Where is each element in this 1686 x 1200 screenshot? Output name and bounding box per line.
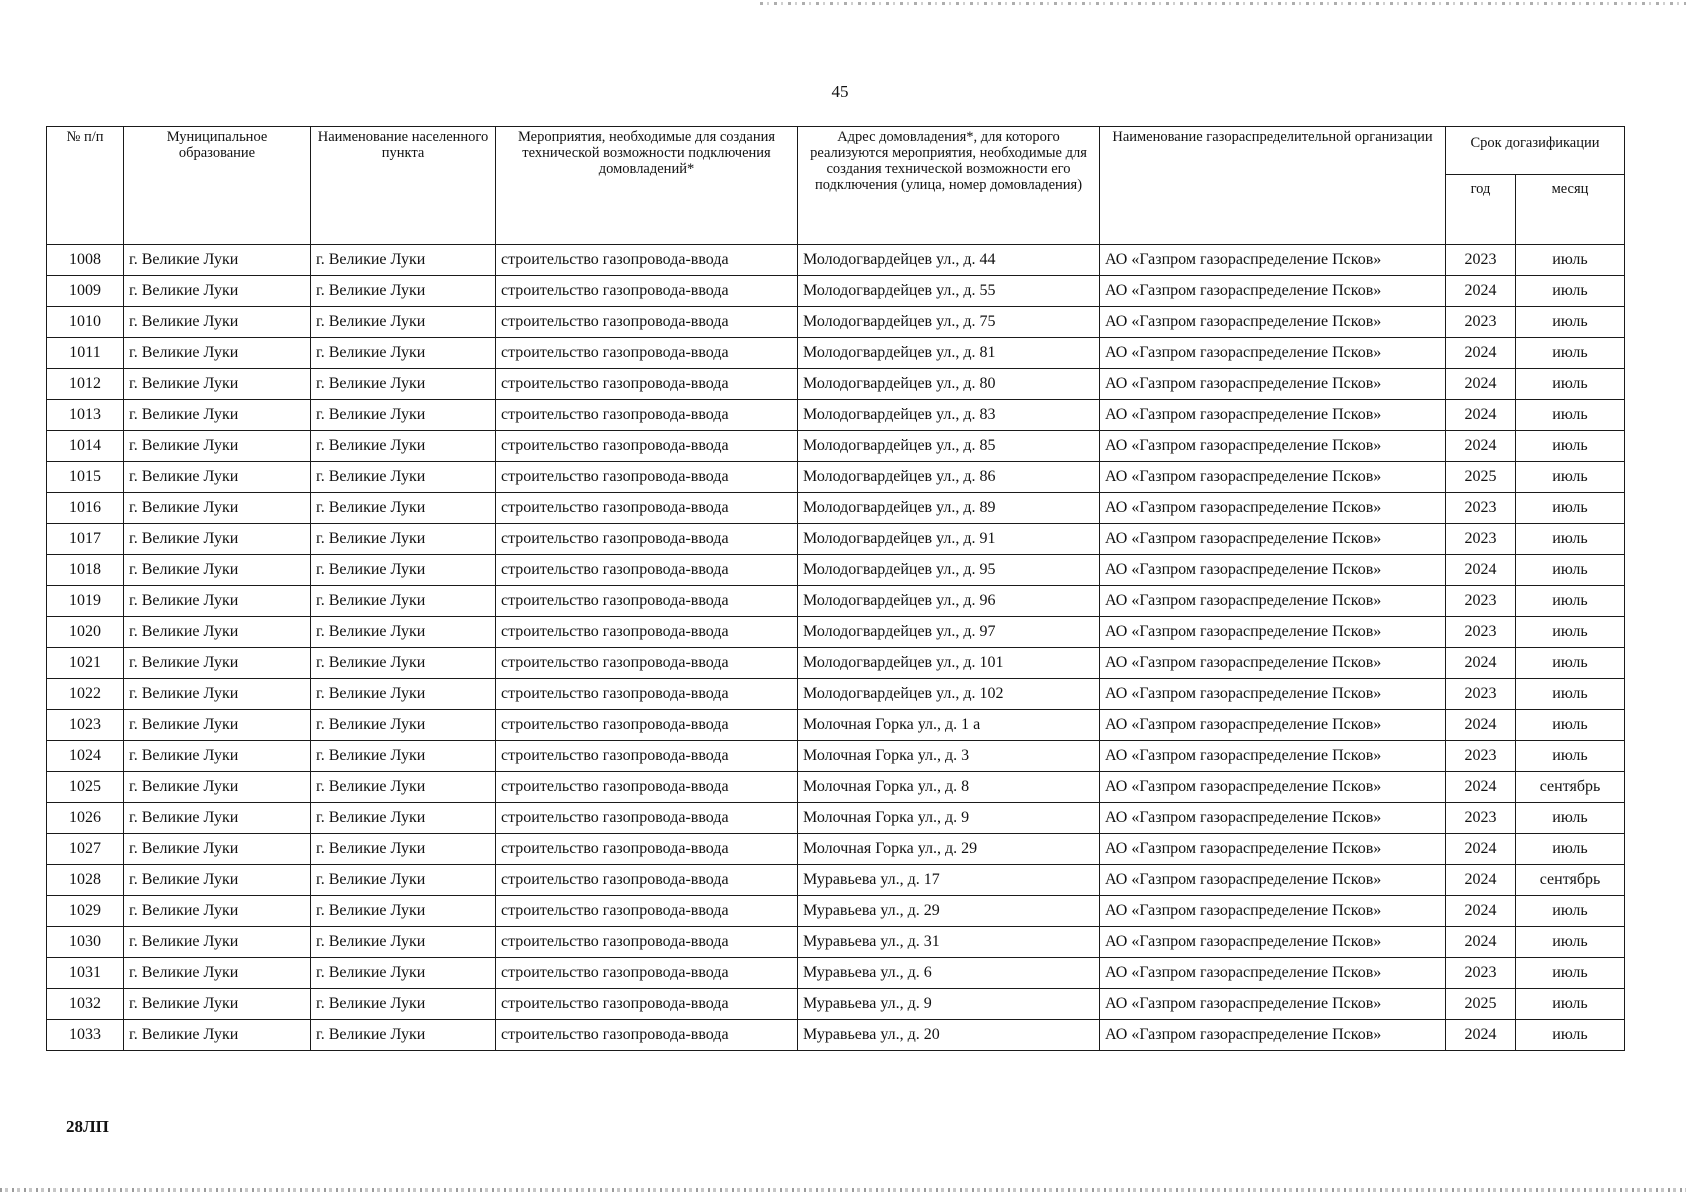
cell-settlement: г. Великие Луки bbox=[311, 958, 496, 989]
cell-measure: строительство газопровода-ввода bbox=[496, 958, 798, 989]
cell-num: 1013 bbox=[47, 400, 124, 431]
cell-measure: строительство газопровода-ввода bbox=[496, 617, 798, 648]
cell-measure: строительство газопровода-ввода bbox=[496, 431, 798, 462]
cell-num: 1031 bbox=[47, 958, 124, 989]
cell-settlement: г. Великие Луки bbox=[311, 276, 496, 307]
cell-settlement: г. Великие Луки bbox=[311, 927, 496, 958]
cell-organization: АО «Газпром газораспределение Псков» bbox=[1100, 803, 1446, 834]
table-row bbox=[47, 772, 1625, 803]
cell-month: июль bbox=[1516, 586, 1625, 617]
cell-month: июль bbox=[1516, 958, 1625, 989]
cell-municipality: г. Великие Луки bbox=[124, 1020, 311, 1051]
table-row bbox=[47, 710, 1625, 741]
header-measures: Мероприятия, необходимые для создания технической возможности подключения домовладений* bbox=[496, 127, 798, 245]
cell-settlement: г. Великие Луки bbox=[311, 741, 496, 772]
cell-address: Молочная Горка ул., д. 29 bbox=[798, 834, 1100, 865]
cell-num: 1032 bbox=[47, 989, 124, 1020]
cell-municipality: г. Великие Луки bbox=[124, 648, 311, 679]
cell-municipality: г. Великие Луки bbox=[124, 400, 311, 431]
cell-num: 1010 bbox=[47, 307, 124, 338]
table-row bbox=[47, 493, 1625, 524]
cell-address: Молочная Горка ул., д. 3 bbox=[798, 741, 1100, 772]
cell-address: Молодогвардейцев ул., д. 101 bbox=[798, 648, 1100, 679]
cell-month: июль bbox=[1516, 989, 1625, 1020]
cell-organization: АО «Газпром газораспределение Псков» bbox=[1100, 834, 1446, 865]
cell-num: 1030 bbox=[47, 927, 124, 958]
cell-year: 2024 bbox=[1446, 834, 1516, 865]
cell-year: 2024 bbox=[1446, 865, 1516, 896]
cell-measure: строительство газопровода-ввода bbox=[496, 245, 798, 276]
cell-num: 1012 bbox=[47, 369, 124, 400]
cell-month: июль bbox=[1516, 803, 1625, 834]
cell-num: 1029 bbox=[47, 896, 124, 927]
cell-measure: строительство газопровода-ввода bbox=[496, 803, 798, 834]
table-row bbox=[47, 1020, 1625, 1051]
cell-settlement: г. Великие Луки bbox=[311, 369, 496, 400]
cell-num: 1022 bbox=[47, 679, 124, 710]
cell-measure: строительство газопровода-ввода bbox=[496, 679, 798, 710]
table-row bbox=[47, 803, 1625, 834]
cell-month: июль bbox=[1516, 524, 1625, 555]
cell-num: 1011 bbox=[47, 338, 124, 369]
header-organization: Наименование газораспределительной организации bbox=[1100, 127, 1446, 245]
cell-organization: АО «Газпром газораспределение Псков» bbox=[1100, 617, 1446, 648]
cell-organization: АО «Газпром газораспределение Псков» bbox=[1100, 586, 1446, 617]
cell-address: Муравьева ул., д. 6 bbox=[798, 958, 1100, 989]
cell-num: 1025 bbox=[47, 772, 124, 803]
cell-month: июль bbox=[1516, 276, 1625, 307]
table-row bbox=[47, 369, 1625, 400]
cell-num: 1015 bbox=[47, 462, 124, 493]
cell-organization: АО «Газпром газораспределение Псков» bbox=[1100, 710, 1446, 741]
cell-year: 2023 bbox=[1446, 307, 1516, 338]
cell-year: 2025 bbox=[1446, 989, 1516, 1020]
cell-municipality: г. Великие Луки bbox=[124, 524, 311, 555]
cell-settlement: г. Великие Луки bbox=[311, 772, 496, 803]
cell-organization: АО «Газпром газораспределение Псков» bbox=[1100, 772, 1446, 803]
cell-address: Муравьева ул., д. 31 bbox=[798, 927, 1100, 958]
cell-settlement: г. Великие Луки bbox=[311, 865, 496, 896]
cell-municipality: г. Великие Луки bbox=[124, 307, 311, 338]
cell-municipality: г. Великие Луки bbox=[124, 431, 311, 462]
cell-address: Молодогвардейцев ул., д. 102 bbox=[798, 679, 1100, 710]
table-row bbox=[47, 400, 1625, 431]
cell-organization: АО «Газпром газораспределение Псков» bbox=[1100, 679, 1446, 710]
cell-organization: АО «Газпром газораспределение Псков» bbox=[1100, 307, 1446, 338]
cell-measure: строительство газопровода-ввода bbox=[496, 276, 798, 307]
cell-year: 2024 bbox=[1446, 555, 1516, 586]
cell-address: Молодогвардейцев ул., д. 55 bbox=[798, 276, 1100, 307]
table-body bbox=[47, 245, 1625, 1051]
cell-organization: АО «Газпром газораспределение Псков» bbox=[1100, 493, 1446, 524]
document-code: 28ЛП bbox=[66, 1117, 109, 1136]
cell-organization: АО «Газпром газораспределение Псков» bbox=[1100, 648, 1446, 679]
cell-month: июль bbox=[1516, 927, 1625, 958]
cell-year: 2023 bbox=[1446, 803, 1516, 834]
cell-settlement: г. Великие Луки bbox=[311, 400, 496, 431]
header-deadline: Срок догазификации bbox=[1446, 127, 1625, 175]
cell-address: Молодогвардейцев ул., д. 95 bbox=[798, 555, 1100, 586]
cell-address: Молодогвардейцев ул., д. 80 bbox=[798, 369, 1100, 400]
cell-municipality: г. Великие Луки bbox=[124, 834, 311, 865]
cell-measure: строительство газопровода-ввода bbox=[496, 307, 798, 338]
cell-settlement: г. Великие Луки bbox=[311, 989, 496, 1020]
cell-settlement: г. Великие Луки bbox=[311, 617, 496, 648]
cell-municipality: г. Великие Луки bbox=[124, 927, 311, 958]
cell-measure: строительство газопровода-ввода bbox=[496, 741, 798, 772]
header-month: месяц bbox=[1516, 175, 1625, 245]
cell-address: Молодогвардейцев ул., д. 85 bbox=[798, 431, 1100, 462]
cell-num: 1018 bbox=[47, 555, 124, 586]
cell-measure: строительство газопровода-ввода bbox=[496, 555, 798, 586]
cell-address: Молодогвардейцев ул., д. 81 bbox=[798, 338, 1100, 369]
cell-municipality: г. Великие Луки bbox=[124, 741, 311, 772]
cell-settlement: г. Великие Луки bbox=[311, 462, 496, 493]
cell-settlement: г. Великие Луки bbox=[311, 803, 496, 834]
cell-month: июль bbox=[1516, 369, 1625, 400]
cell-organization: АО «Газпром газораспределение Псков» bbox=[1100, 741, 1446, 772]
table-row bbox=[47, 586, 1625, 617]
table-row bbox=[47, 865, 1625, 896]
cell-measure: строительство газопровода-ввода bbox=[496, 989, 798, 1020]
cell-month: июль bbox=[1516, 307, 1625, 338]
cell-address: Молодогвардейцев ул., д. 83 bbox=[798, 400, 1100, 431]
cell-measure: строительство газопровода-ввода bbox=[496, 834, 798, 865]
scan-artifact-bottom bbox=[0, 1188, 1686, 1192]
header-num: № п/п bbox=[47, 127, 124, 245]
cell-municipality: г. Великие Луки bbox=[124, 803, 311, 834]
cell-month: июль bbox=[1516, 338, 1625, 369]
cell-organization: АО «Газпром газораспределение Псков» bbox=[1100, 865, 1446, 896]
cell-organization: АО «Газпром газораспределение Псков» bbox=[1100, 369, 1446, 400]
table-row bbox=[47, 245, 1625, 276]
cell-municipality: г. Великие Луки bbox=[124, 245, 311, 276]
cell-month: июль bbox=[1516, 741, 1625, 772]
cell-organization: АО «Газпром газораспределение Псков» bbox=[1100, 338, 1446, 369]
cell-measure: строительство газопровода-ввода bbox=[496, 896, 798, 927]
cell-measure: строительство газопровода-ввода bbox=[496, 338, 798, 369]
cell-measure: строительство газопровода-ввода bbox=[496, 462, 798, 493]
cell-month: июль bbox=[1516, 400, 1625, 431]
cell-num: 1021 bbox=[47, 648, 124, 679]
cell-organization: АО «Газпром газораспределение Псков» bbox=[1100, 276, 1446, 307]
cell-address: Молочная Горка ул., д. 1 а bbox=[798, 710, 1100, 741]
cell-month: июль bbox=[1516, 896, 1625, 927]
cell-num: 1033 bbox=[47, 1020, 124, 1051]
cell-settlement: г. Великие Луки bbox=[311, 524, 496, 555]
table-row bbox=[47, 989, 1625, 1020]
cell-organization: АО «Газпром газораспределение Псков» bbox=[1100, 555, 1446, 586]
cell-year: 2025 bbox=[1446, 462, 1516, 493]
table-row bbox=[47, 524, 1625, 555]
table-row bbox=[47, 431, 1625, 462]
header-settlement: Наименование населенного пункта bbox=[311, 127, 496, 245]
cell-address: Молодогвардейцев ул., д. 96 bbox=[798, 586, 1100, 617]
cell-num: 1027 bbox=[47, 834, 124, 865]
cell-organization: АО «Газпром газораспределение Псков» bbox=[1100, 927, 1446, 958]
cell-address: Молодогвардейцев ул., д. 86 bbox=[798, 462, 1100, 493]
cell-organization: АО «Газпром газораспределение Псков» bbox=[1100, 245, 1446, 276]
cell-settlement: г. Великие Луки bbox=[311, 710, 496, 741]
cell-settlement: г. Великие Луки bbox=[311, 834, 496, 865]
cell-organization: АО «Газпром газораспределение Псков» bbox=[1100, 896, 1446, 927]
table-row bbox=[47, 648, 1625, 679]
cell-num: 1009 bbox=[47, 276, 124, 307]
cell-measure: строительство газопровода-ввода bbox=[496, 927, 798, 958]
cell-municipality: г. Великие Луки bbox=[124, 989, 311, 1020]
cell-measure: строительство газопровода-ввода bbox=[496, 772, 798, 803]
cell-num: 1016 bbox=[47, 493, 124, 524]
table-row bbox=[47, 679, 1625, 710]
cell-year: 2023 bbox=[1446, 679, 1516, 710]
cell-year: 2023 bbox=[1446, 524, 1516, 555]
table-row bbox=[47, 555, 1625, 586]
table-row bbox=[47, 927, 1625, 958]
cell-measure: строительство газопровода-ввода bbox=[496, 493, 798, 524]
cell-num: 1024 bbox=[47, 741, 124, 772]
cell-address: Молочная Горка ул., д. 8 bbox=[798, 772, 1100, 803]
cell-address: Молодогвардейцев ул., д. 75 bbox=[798, 307, 1100, 338]
cell-month: июль bbox=[1516, 245, 1625, 276]
cell-measure: строительство газопровода-ввода bbox=[496, 524, 798, 555]
cell-month: июль bbox=[1516, 1020, 1625, 1051]
cell-organization: АО «Газпром газораспределение Псков» bbox=[1100, 431, 1446, 462]
cell-year: 2024 bbox=[1446, 710, 1516, 741]
table-row bbox=[47, 834, 1625, 865]
cell-measure: строительство газопровода-ввода bbox=[496, 369, 798, 400]
cell-organization: АО «Газпром газораспределение Псков» bbox=[1100, 400, 1446, 431]
cell-municipality: г. Великие Луки bbox=[124, 865, 311, 896]
cell-year: 2024 bbox=[1446, 338, 1516, 369]
cell-address: Муравьева ул., д. 29 bbox=[798, 896, 1100, 927]
cell-year: 2023 bbox=[1446, 586, 1516, 617]
table-row bbox=[47, 338, 1625, 369]
cell-measure: строительство газопровода-ввода bbox=[496, 586, 798, 617]
cell-address: Молодогвардейцев ул., д. 44 bbox=[798, 245, 1100, 276]
table-row bbox=[47, 617, 1625, 648]
cell-municipality: г. Великие Луки bbox=[124, 958, 311, 989]
cell-municipality: г. Великие Луки bbox=[124, 555, 311, 586]
cell-year: 2023 bbox=[1446, 958, 1516, 989]
cell-year: 2024 bbox=[1446, 431, 1516, 462]
cell-num: 1026 bbox=[47, 803, 124, 834]
cell-settlement: г. Великие Луки bbox=[311, 245, 496, 276]
cell-month: июль bbox=[1516, 555, 1625, 586]
table-row bbox=[47, 462, 1625, 493]
cell-month: июль bbox=[1516, 648, 1625, 679]
cell-address: Молодогвардейцев ул., д. 97 bbox=[798, 617, 1100, 648]
cell-num: 1023 bbox=[47, 710, 124, 741]
cell-organization: АО «Газпром газораспределение Псков» bbox=[1100, 989, 1446, 1020]
cell-settlement: г. Великие Луки bbox=[311, 1020, 496, 1051]
cell-year: 2024 bbox=[1446, 896, 1516, 927]
cell-num: 1028 bbox=[47, 865, 124, 896]
cell-settlement: г. Великие Луки bbox=[311, 431, 496, 462]
cell-settlement: г. Великие Луки bbox=[311, 555, 496, 586]
cell-address: Молочная Горка ул., д. 9 bbox=[798, 803, 1100, 834]
cell-municipality: г. Великие Луки bbox=[124, 462, 311, 493]
cell-month: июль bbox=[1516, 617, 1625, 648]
cell-settlement: г. Великие Луки bbox=[311, 648, 496, 679]
header-municipality: Муниципальное образование bbox=[124, 127, 311, 245]
cell-address: Муравьева ул., д. 17 bbox=[798, 865, 1100, 896]
cell-municipality: г. Великие Луки bbox=[124, 493, 311, 524]
gasification-table bbox=[46, 126, 1625, 1051]
cell-municipality: г. Великие Луки bbox=[124, 679, 311, 710]
header-year: год bbox=[1446, 175, 1516, 245]
cell-address: Молодогвардейцев ул., д. 89 bbox=[798, 493, 1100, 524]
cell-year: 2024 bbox=[1446, 369, 1516, 400]
cell-address: Муравьева ул., д. 20 bbox=[798, 1020, 1100, 1051]
cell-month: июль bbox=[1516, 679, 1625, 710]
cell-num: 1020 bbox=[47, 617, 124, 648]
table-row bbox=[47, 896, 1625, 927]
cell-municipality: г. Великие Луки bbox=[124, 276, 311, 307]
cell-year: 2023 bbox=[1446, 617, 1516, 648]
cell-settlement: г. Великие Луки bbox=[311, 586, 496, 617]
page-number: 45 bbox=[831, 82, 849, 101]
cell-month: сентябрь bbox=[1516, 772, 1625, 803]
cell-num: 1008 bbox=[47, 245, 124, 276]
cell-measure: строительство газопровода-ввода bbox=[496, 865, 798, 896]
cell-year: 2024 bbox=[1446, 276, 1516, 307]
cell-year: 2023 bbox=[1446, 245, 1516, 276]
cell-month: июль bbox=[1516, 493, 1625, 524]
cell-municipality: г. Великие Луки bbox=[124, 617, 311, 648]
cell-year: 2024 bbox=[1446, 648, 1516, 679]
cell-organization: АО «Газпром газораспределение Псков» bbox=[1100, 524, 1446, 555]
cell-settlement: г. Великие Луки bbox=[311, 896, 496, 927]
cell-month: сентябрь bbox=[1516, 865, 1625, 896]
cell-month: июль bbox=[1516, 462, 1625, 493]
cell-month: июль bbox=[1516, 710, 1625, 741]
cell-year: 2023 bbox=[1446, 741, 1516, 772]
table-row bbox=[47, 307, 1625, 338]
cell-organization: АО «Газпром газораспределение Псков» bbox=[1100, 462, 1446, 493]
cell-address: Молодогвардейцев ул., д. 91 bbox=[798, 524, 1100, 555]
scan-artifact-top bbox=[760, 2, 1686, 5]
cell-month: июль bbox=[1516, 431, 1625, 462]
cell-address: Муравьева ул., д. 9 bbox=[798, 989, 1100, 1020]
cell-year: 2024 bbox=[1446, 1020, 1516, 1051]
cell-settlement: г. Великие Луки bbox=[311, 679, 496, 710]
cell-num: 1014 bbox=[47, 431, 124, 462]
cell-municipality: г. Великие Луки bbox=[124, 369, 311, 400]
cell-municipality: г. Великие Луки bbox=[124, 586, 311, 617]
cell-measure: строительство газопровода-ввода bbox=[496, 400, 798, 431]
cell-measure: строительство газопровода-ввода bbox=[496, 710, 798, 741]
cell-year: 2024 bbox=[1446, 927, 1516, 958]
cell-settlement: г. Великие Луки bbox=[311, 338, 496, 369]
cell-organization: АО «Газпром газораспределение Псков» bbox=[1100, 958, 1446, 989]
cell-num: 1017 bbox=[47, 524, 124, 555]
cell-municipality: г. Великие Луки bbox=[124, 772, 311, 803]
cell-settlement: г. Великие Луки bbox=[311, 307, 496, 338]
cell-year: 2024 bbox=[1446, 400, 1516, 431]
cell-municipality: г. Великие Луки bbox=[124, 710, 311, 741]
cell-organization: АО «Газпром газораспределение Псков» bbox=[1100, 1020, 1446, 1051]
cell-municipality: г. Великие Луки bbox=[124, 896, 311, 927]
cell-month: июль bbox=[1516, 834, 1625, 865]
table-row bbox=[47, 276, 1625, 307]
header-address: Адрес домовладения*, для которого реализуются мероприятия, необходимые для создания технической возможности его подключения (улица, номер домовладения) bbox=[798, 127, 1100, 245]
cell-measure: строительство газопровода-ввода bbox=[496, 648, 798, 679]
cell-municipality: г. Великие Луки bbox=[124, 338, 311, 369]
cell-measure: строительство газопровода-ввода bbox=[496, 1020, 798, 1051]
cell-num: 1019 bbox=[47, 586, 124, 617]
cell-year: 2023 bbox=[1446, 493, 1516, 524]
table-row bbox=[47, 958, 1625, 989]
table-row bbox=[47, 741, 1625, 772]
cell-settlement: г. Великие Луки bbox=[311, 493, 496, 524]
cell-year: 2024 bbox=[1446, 772, 1516, 803]
